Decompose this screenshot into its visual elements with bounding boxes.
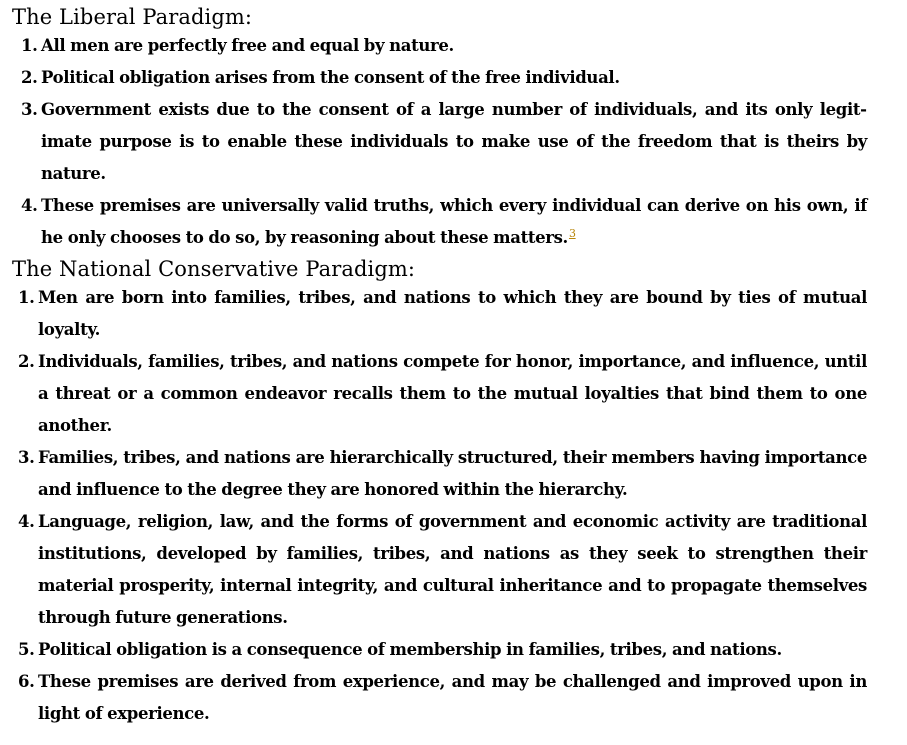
list-item-text: Individuals, families, tribes, and nations compete for honor, importance, and influence, until a threat or a common endeavor recalls them to the mutual loyalties that bind them to one another. bbox=[38, 352, 867, 435]
liberal-item-3 bbox=[12, 94, 907, 190]
conservative-item-1 bbox=[12, 282, 907, 346]
liberal-item-1 bbox=[12, 30, 907, 62]
conservative-item-6 bbox=[12, 666, 907, 730]
list-item-text: All men are perfectly free and equal by nature. bbox=[41, 36, 454, 55]
list-item-text: Government exists due to the consent of a large number of individuals, and its only legitimate purpose is to enable these individuals to make use of the freedom that is theirs by nature. bbox=[41, 100, 867, 183]
footnote-link[interactable]: 3 bbox=[568, 226, 576, 240]
list-item-text: Political obligation is a consequence of membership in families, tribes, and nations. bbox=[38, 640, 782, 659]
conservative-paradigm-list bbox=[12, 282, 907, 730]
list-item-text: Families, tribes, and nations are hierarchically structured, their members having importance and influence to the degree they are honored within the hierarchy. bbox=[38, 448, 867, 499]
list-number: 2. bbox=[21, 68, 38, 87]
liberal-item-4 bbox=[12, 190, 907, 254]
list-number: 3. bbox=[21, 100, 38, 119]
list-number: 1. bbox=[21, 36, 38, 55]
list-number: 1. bbox=[18, 288, 35, 307]
list-item-text: Language, religion, law, and the forms of government and economic activity are traditional institutions, developed by families, tribes, and nations as they seek to strengthen their material prosperity, internal integrity, and cultural inheritance and to propagate themselves through future generations. bbox=[38, 512, 867, 627]
liberal-paradigm-list bbox=[12, 30, 907, 254]
conservative-item-3 bbox=[12, 442, 907, 506]
list-number: 2. bbox=[18, 352, 35, 371]
list-item-text: Men are born into families, tribes, and nations to which they are bound by ties of mutual loyalty. bbox=[38, 288, 867, 339]
liberal-item-2 bbox=[12, 62, 907, 94]
list-number: 6. bbox=[18, 672, 35, 691]
list-number: 4. bbox=[18, 512, 35, 531]
list-number: 4. bbox=[21, 196, 38, 215]
conservative-paradigm-heading: The National Conservative Paradigm: bbox=[12, 257, 416, 281]
conservative-item-4 bbox=[12, 506, 907, 634]
list-item-text: Political obligation arises from the consent of the free individual. bbox=[41, 68, 620, 87]
conservative-item-2 bbox=[12, 346, 907, 442]
list-item-text: These premises are derived from experience, and may be challenged and improved upon in light of experience. bbox=[38, 672, 867, 723]
list-number: 5. bbox=[18, 640, 35, 659]
liberal-paradigm-heading: The Liberal Paradigm: bbox=[12, 5, 253, 29]
list-item-text: These premises are universally valid truths, which every individual can derive on his own, if he only chooses to do so, by reasoning about these matters. bbox=[41, 196, 867, 247]
conservative-item-5 bbox=[12, 634, 907, 666]
list-number: 3. bbox=[18, 448, 35, 467]
